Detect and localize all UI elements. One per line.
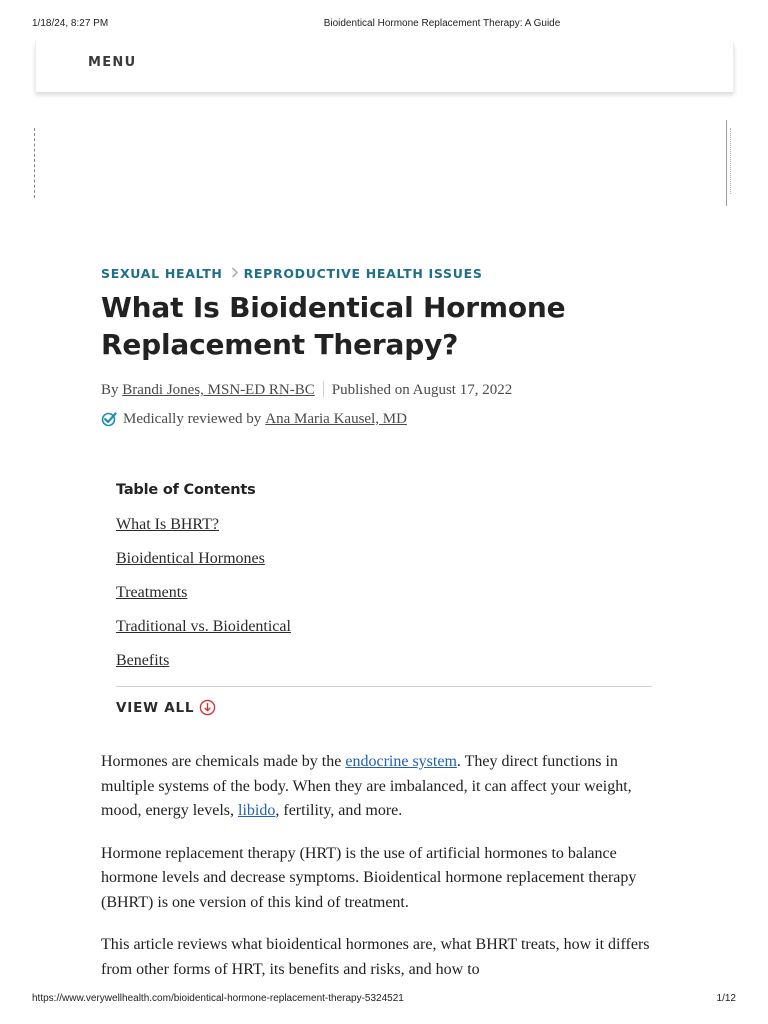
ad-slot-right: [726, 120, 727, 206]
body-paragraph: [101, 750, 661, 824]
checkmark-badge-icon: [101, 411, 117, 427]
toc-title: Table of Contents: [116, 482, 256, 498]
medical-review: [101, 409, 661, 429]
text-run: Hormones are chemicals made by the: [101, 753, 346, 770]
breadcrumb-sexual-health[interactable]: SEXUAL HEALTH: [101, 266, 223, 281]
toc-item: [116, 617, 652, 651]
breadcrumb: [101, 264, 661, 284]
toc-link-treatments[interactable]: Treatments: [116, 584, 188, 601]
reviewer-link[interactable]: Ana Maria Kausel, MD: [265, 411, 407, 427]
print-datetime: 1/18/24, 8:27 PM: [32, 18, 109, 29]
ad-slot-left: [34, 128, 35, 198]
view-all-button[interactable]: [116, 699, 216, 716]
byline-prefix: By: [101, 382, 119, 398]
print-header: [0, 18, 768, 32]
toc-link-bioidentical-hormones[interactable]: Bioidentical Hormones: [116, 550, 265, 567]
text-run: . They direct functions in multiple systems of the body. When they are imbalanced, it can affect your weight, mood, energy levels,: [101, 753, 632, 819]
text-run: , fertility, and more.: [275, 802, 403, 819]
page-title: What Is Bioidentical Hormone Replacement Therapy?: [101, 291, 566, 361]
toc-link-benefits[interactable]: Benefits: [116, 652, 170, 669]
table-of-contents: [116, 480, 652, 716]
toc-link-traditional-vs-bioidentical[interactable]: Traditional vs. Bioidentical: [116, 618, 291, 635]
toc-list: [116, 515, 652, 685]
byline-divider: [323, 381, 324, 397]
review-prefix: Medically reviewed by: [123, 411, 262, 427]
toc-item: [116, 583, 652, 617]
body-paragraph: Hormone replacement therapy (HRT) is the use of artificial hormones to balance hormone levels and decrease symptoms. Bioidentical hormone replacement therapy (BHRT) is one version of this kind of treatment.: [101, 844, 637, 911]
byline: [101, 380, 661, 400]
ad-slot-right-label: [730, 128, 733, 194]
menu-button[interactable]: MENU: [88, 55, 137, 70]
site-header: [35, 42, 734, 92]
author-link[interactable]: Brandi Jones, MSN-ED RN-BC: [122, 382, 315, 398]
toc-item: [116, 651, 652, 685]
circle-arrow-down-icon: [199, 699, 216, 716]
published-date: Published on August 17, 2022: [331, 382, 513, 398]
print-footer: [0, 993, 768, 1007]
chevron-right-icon: [231, 264, 239, 284]
endocrine-system-link[interactable]: endocrine system: [345, 753, 457, 770]
libido-link[interactable]: libido: [238, 802, 276, 819]
print-doc-title: Bioidentical Hormone Replacement Therapy: A Guide: [323, 18, 561, 29]
print-page-number: 1/12: [716, 993, 736, 1004]
toc-divider: [116, 686, 652, 687]
toc-item: [116, 549, 652, 583]
breadcrumb-reproductive-health-issues[interactable]: REPRODUCTIVE HEALTH ISSUES: [243, 266, 483, 281]
toc-link-what-is-bhrt[interactable]: What Is BHRT?: [116, 516, 220, 533]
print-url: https://www.verywellhealth.com/bioidentical-hormone-replacement-therapy-5324521: [32, 993, 404, 1004]
article-body: [101, 750, 661, 1000]
body-paragraph: This article reviews what bioidentical hormones are, what BHRT treats, how it differs from other forms of HRT, its benefits and risks, and how to: [101, 936, 650, 978]
article-header: [101, 264, 661, 429]
view-all-label: VIEW ALL: [116, 699, 195, 716]
toc-item: [116, 515, 652, 549]
